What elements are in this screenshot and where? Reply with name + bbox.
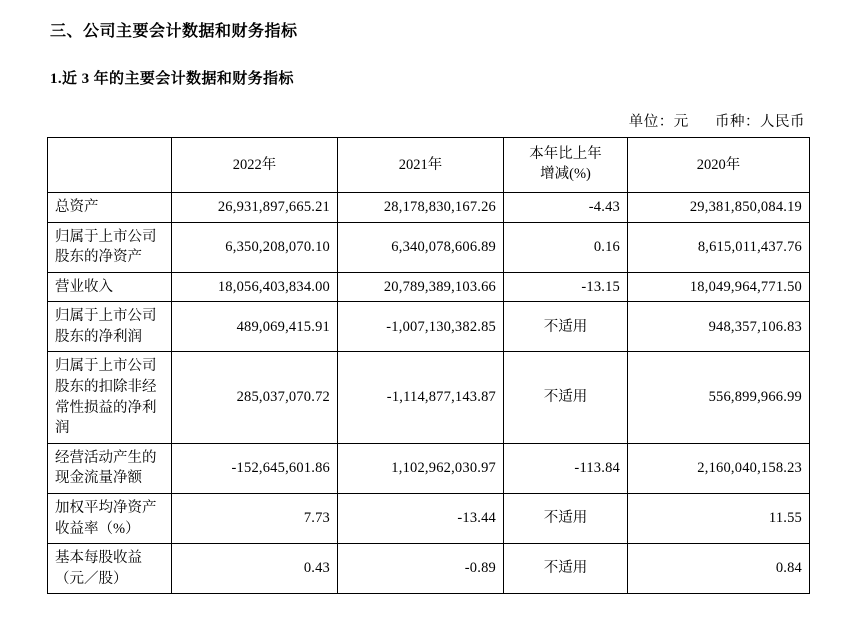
cell-change: 0.16 (504, 222, 628, 272)
cell-2021: 6,340,078,606.89 (338, 222, 504, 272)
header-change (504, 138, 628, 193)
table-row (48, 222, 810, 272)
cell-2020: 948,357,106.83 (628, 302, 810, 352)
row-label: 加权平均净资产收益率（%） (48, 493, 172, 543)
cell-2021: 28,178,830,167.26 (338, 193, 504, 223)
cell-2020: 18,049,964,771.50 (628, 272, 810, 302)
cell-2022: 6,350,208,070.10 (172, 222, 338, 272)
cell-2022: 489,069,415.91 (172, 302, 338, 352)
table-header-row (48, 138, 810, 193)
cell-2020: 0.84 (628, 544, 810, 594)
cell-change: 不适用 (504, 352, 628, 443)
cell-2022: 18,056,403,834.00 (172, 272, 338, 302)
header-2020: 2020年 (628, 138, 810, 193)
cell-2021: 1,102,962,030.97 (338, 443, 504, 493)
cell-change: -4.43 (504, 193, 628, 223)
cell-2022: 7.73 (172, 493, 338, 543)
cell-2022: -152,645,601.86 (172, 443, 338, 493)
table-body (48, 138, 810, 594)
unit-currency-line (44, 110, 805, 131)
financial-indicators-table (47, 137, 810, 594)
cell-2022: 0.43 (172, 544, 338, 594)
cell-2020: 556,899,966.99 (628, 352, 810, 443)
unit-label: 单位：元 (628, 114, 689, 130)
table-row (48, 302, 810, 352)
cell-2021: 20,789,389,103.66 (338, 272, 504, 302)
sub-heading: 1.近 3 年的主要会计数据和财务指标 (50, 71, 294, 87)
table-row (48, 352, 810, 443)
header-change-line1: 本年比上年 (529, 146, 602, 163)
cell-change: -113.84 (504, 443, 628, 493)
table-row (48, 493, 810, 543)
cell-2020: 2,160,040,158.23 (628, 443, 810, 493)
row-label: 总资产 (48, 193, 172, 223)
cell-change: -13.15 (504, 272, 628, 302)
cell-2022: 285,037,070.72 (172, 352, 338, 443)
cell-2020: 8,615,011,437.76 (628, 222, 810, 272)
table-row (48, 443, 810, 493)
cell-2021: -13.44 (338, 493, 504, 543)
cell-2021: -1,114,877,143.87 (338, 352, 504, 443)
header-2021: 2021年 (338, 138, 504, 193)
table-row (48, 544, 810, 594)
cell-2021: -0.89 (338, 544, 504, 594)
section-heading: 三、公司主要会计数据和财务指标 (50, 23, 298, 40)
table-row (48, 272, 810, 302)
row-label: 基本每股收益（元／股） (48, 544, 172, 594)
cell-2020: 11.55 (628, 493, 810, 543)
currency-label: 币种：人民币 (715, 114, 805, 130)
row-label: 归属于上市公司股东的净资产 (48, 222, 172, 272)
row-label: 经营活动产生的现金流量净额 (48, 443, 172, 493)
header-label-cell (48, 138, 172, 193)
cell-2022: 26,931,897,665.21 (172, 193, 338, 223)
cell-change: 不适用 (504, 302, 628, 352)
header-2022: 2022年 (172, 138, 338, 193)
cell-change: 不适用 (504, 544, 628, 594)
row-label: 营业收入 (48, 272, 172, 302)
cell-2020: 29,381,850,084.19 (628, 193, 810, 223)
cell-change: 不适用 (504, 493, 628, 543)
cell-2021: -1,007,130,382.85 (338, 302, 504, 352)
row-label: 归属于上市公司股东的净利润 (48, 302, 172, 352)
row-label: 归属于上市公司股东的扣除非经常性损益的净利润 (48, 352, 172, 443)
header-change-line2: 增减(%) (540, 166, 591, 182)
table-row (48, 193, 810, 223)
